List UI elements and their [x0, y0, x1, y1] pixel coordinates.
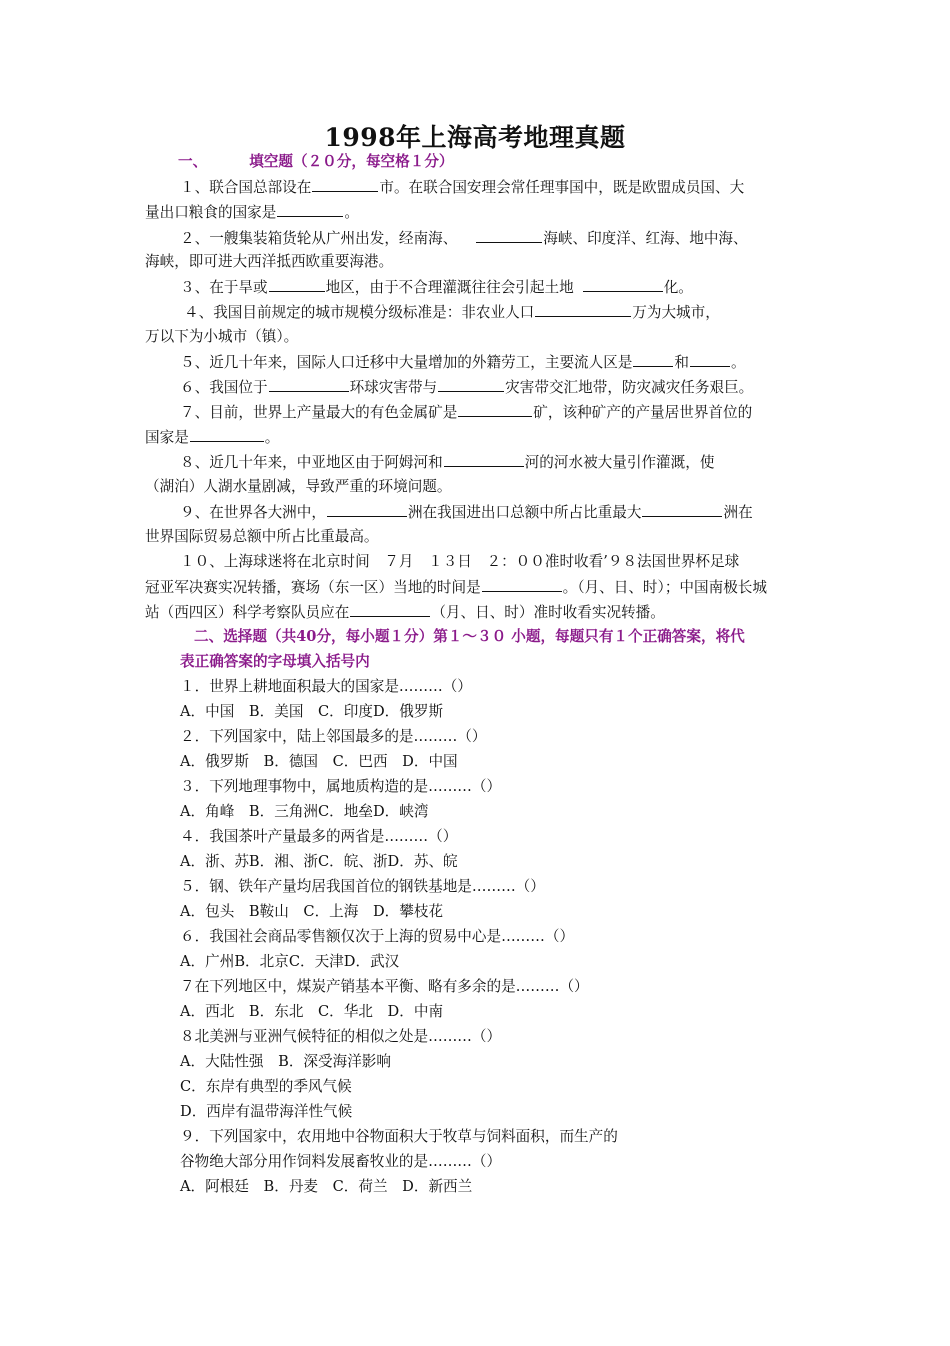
fill-q8-line2: （湖泊）人湖水量剧减，导致严重的环境问题。	[145, 478, 452, 495]
section-2-heading-line1: 二、选择题（共40分，每小题１分）第１～３０ 小题，每题只有１个正确答案，将代	[194, 628, 745, 645]
choice-line: １．世界上耕地面积最大的国家是………（）	[180, 678, 472, 695]
choice-line: ９．下列国家中，农用地中谷物面积大于牧草与饲料面积，而生产的	[180, 1128, 618, 1145]
answer-blank[interactable]	[327, 502, 407, 517]
choice-line: 谷物绝大部分用作饲料发展畜牧业的是………（）	[180, 1153, 502, 1170]
answer-blank[interactable]	[438, 377, 504, 392]
choice-line: A．大陆性强 B．深受海洋影响	[180, 1053, 391, 1070]
choice-line: ４．我国茶叶产量最多的两省是………（）	[180, 828, 458, 845]
choice-line: ２．下列国家中，陆上邻国最多的是………（）	[180, 728, 487, 745]
choice-line: A．中国 B．美国 C．印度D．俄罗斯	[180, 703, 444, 720]
answer-blank[interactable]	[444, 452, 524, 467]
answer-blank[interactable]	[458, 402, 532, 417]
fill-q10-line2: 冠亚军决赛实况转播，赛场（东一区）当地的时间是 。（月、日、时）；中国南极长城	[145, 579, 767, 596]
choice-line: A．包头 B鞍山 C．上海 D．攀枝花	[180, 903, 444, 920]
fill-q2-line2: 海峡，即可进大西洋抵西欧重要海港。	[145, 253, 394, 270]
fill-q7-line2: 国家是 。	[145, 429, 280, 446]
choice-line: A．俄罗斯 B．德国 C．巴西 D．中国	[180, 753, 458, 770]
fill-q2-line1: ２、一艘集装箱货轮从广州出发，经南海、 海峡、印度洋、红海、地中海、	[180, 230, 748, 247]
fill-q8-line1: ８、近几十年来，中亚地区由于阿姆河和 河的河水被大量引作灌溉，使	[180, 454, 715, 471]
fill-q7-line1: ７、目前，世界上产量最大的有色金属矿是 矿，该种矿产的产量居世界首位的	[180, 404, 753, 421]
answer-blank[interactable]	[482, 577, 562, 592]
fill-q1-line2: 量出口粮食的国家是 。	[145, 204, 359, 221]
choice-line: A．角峰 B．三角洲C．地垒D．峡湾	[180, 803, 429, 820]
section-1-title: 填空题（２０分，每空格１分）	[249, 153, 454, 170]
fill-q10-line3: 站（西四区）科学考察队员应在 （月、日、时）准时收看实况转播。	[145, 604, 665, 621]
answer-blank[interactable]	[269, 377, 349, 392]
choice-line: C．东岸有典型的季风气候	[180, 1078, 352, 1095]
fill-q9-line1: ９、在世界各大洲中， 洲在我国进出口总额中所占比重最大 洲在	[180, 504, 753, 521]
choice-line: ７在下列地区中，煤炭产销基本平衡、略有多余的是………（）	[180, 978, 589, 995]
answer-blank[interactable]	[583, 277, 663, 292]
answer-blank[interactable]	[269, 277, 325, 292]
fill-q1-line1: １、联合国总部设在 市。在联合国安理会常任理事国中，既是欧盟成员国、大	[180, 179, 745, 196]
section-1-number: 一、	[178, 153, 208, 170]
section-1-heading	[178, 152, 454, 172]
fill-q10-line1: １０、上海球迷将在北京时间 ７月 １３日 ２：００准时收看’９８法国世界杯足球	[180, 553, 740, 570]
answer-blank[interactable]	[633, 352, 673, 367]
choice-line: D．西岸有温带海洋性气候	[180, 1103, 353, 1120]
answer-blank[interactable]	[350, 602, 430, 617]
fill-q4-line2: 万以下为小城市（镇）。	[145, 328, 299, 345]
answer-blank[interactable]	[476, 228, 542, 243]
choice-line: A．阿根廷 B．丹麦 C．荷兰 D．新西兰	[180, 1178, 473, 1195]
section-2-heading-line2: 表正确答案的字母填入括号内	[180, 653, 370, 670]
choice-line: ５．钢、铁年产量均居我国首位的钢铁基地是………（）	[180, 878, 545, 895]
choice-line: A．广州B．北京C．天津D．武汉	[180, 953, 400, 970]
page-title: 1998年上海高考地理真题	[324, 123, 626, 152]
answer-blank[interactable]	[690, 352, 730, 367]
fill-q4-line1: ４、我国目前规定的城市规模分级标准是：非农业人口 万为大城市，	[184, 304, 720, 321]
answer-blank[interactable]	[642, 502, 722, 517]
choice-line: ８北美洲与亚洲气候特征的相似之处是………（）	[180, 1028, 502, 1045]
answer-blank[interactable]	[190, 427, 264, 442]
choice-line: A．西北 B．东北 C．华北 D．中南	[180, 1003, 444, 1020]
answer-blank[interactable]	[277, 202, 343, 217]
fill-q6: ６、我国位于 环球灾害带与 灾害带交汇地带，防灾减灾任务艰巨。	[180, 379, 754, 396]
fill-q3: ３、在于旱或 地区，由于不合理灌溉往往会引起土地 化。	[180, 279, 693, 296]
answer-blank[interactable]	[535, 302, 631, 317]
choice-line: ６．我国社会商品零售额仅次于上海的贸易中心是………（）	[180, 928, 575, 945]
fill-q9-line2: 世界国际贸易总额中所占比重最高。	[145, 528, 379, 545]
choice-line: ３．下列地理事物中，属地质构造的是………（）	[180, 778, 502, 795]
fill-q5: ５、近几十年来，国际人口迁移中大量增加的外籍劳工，主要流人区是 和 。	[180, 354, 746, 371]
answer-blank[interactable]	[312, 177, 378, 192]
choice-line: A．浙、苏B．湘、浙C．皖、浙D．苏、皖	[180, 853, 458, 870]
